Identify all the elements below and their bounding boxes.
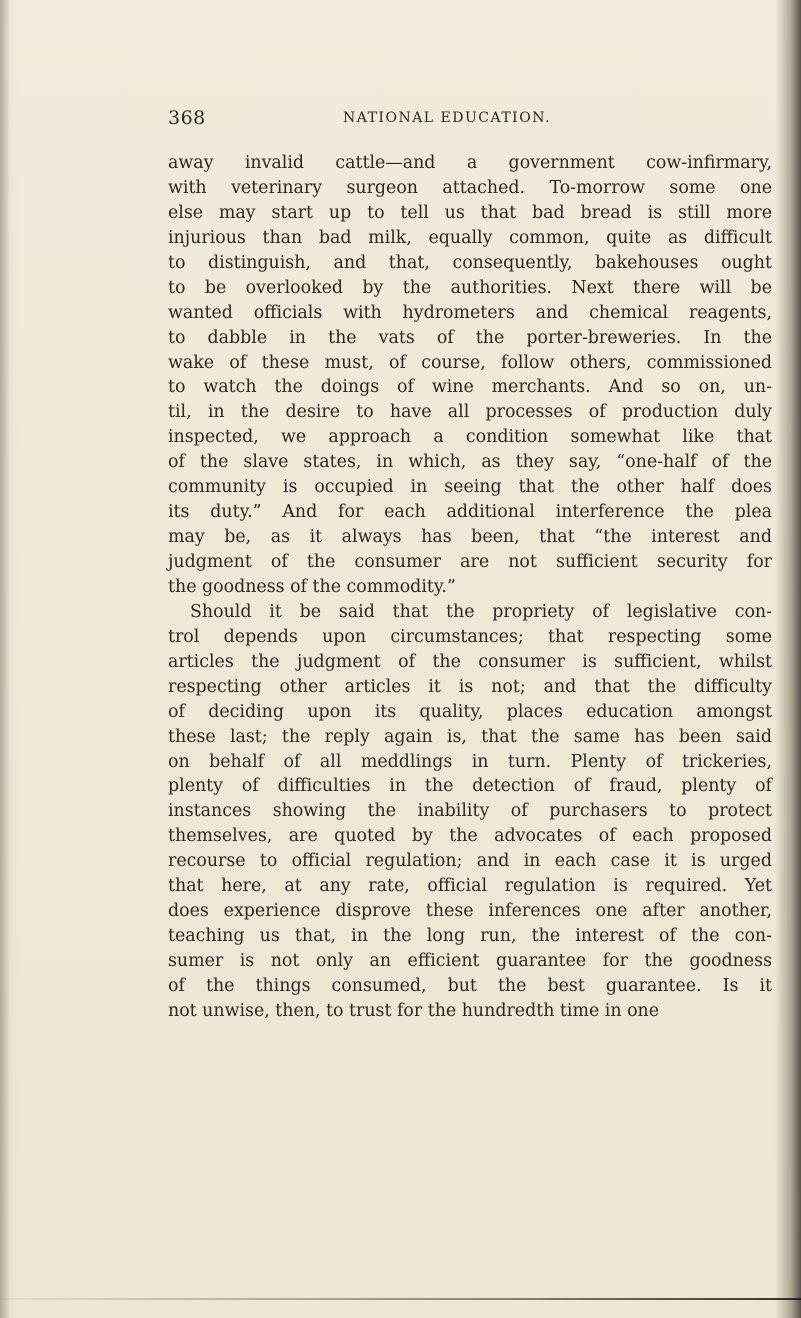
text-line: articles the judgment of the consumer is sufficient, whilst (168, 651, 772, 672)
text-line: instances showing the inability of purchasers to protect (168, 801, 772, 822)
text-line: to distinguish, and that, consequently, bakehouses ought (168, 252, 772, 273)
text-line: on behalf of all meddlings in turn. Plenty of trickeries, (168, 751, 772, 772)
text-line: til, in the desire to have all processes of production duly (168, 402, 772, 423)
text-line: plenty of difficulties in the detection of fraud, plenty of (168, 776, 772, 797)
paragraph-end-line: the goodness of the commodity.” (168, 576, 456, 597)
text-line: else may start up to tell us that bad bread is still more (168, 202, 772, 223)
text-line: does experience disprove these inferences one after another, (168, 901, 772, 922)
text-line: to dabble in the vats of the porter-breweries. In the (168, 327, 772, 348)
text-line: judgment of the consumer are not sufficient security for (168, 552, 772, 572)
text-line: with veterinary surgeon attached. To-morrow some one (168, 177, 772, 198)
text-line: that here, at any rate, official regulation is required. Yet (168, 876, 772, 897)
text-line: to be overlooked by the authorities. Next there will be (168, 277, 772, 298)
text-line: trol depends upon circumstances; that respecting some (168, 626, 772, 647)
text-line: its duty.” And for each additional interference the plea (168, 502, 772, 523)
text-line: may be, as it always has been, that “the interest and (168, 527, 772, 548)
text-line: not unwise, then, to trust for the hundredth time in one (168, 1000, 660, 1021)
text-line: teaching us that, in the long run, the interest of the con- (168, 926, 772, 947)
page-number: 368 (168, 107, 206, 129)
text-line: to watch the doings of wine merchants. And so on, un- (168, 377, 772, 398)
text-line: these last; the reply again is, that the same has been said (168, 726, 772, 747)
text-line: themselves, are quoted by the advocates of each proposed (168, 826, 772, 847)
text-line: respecting other articles it is not; and that the difficulty (168, 676, 772, 697)
text-line: of the things consumed, but the best guarantee. Is it (168, 975, 772, 996)
page-left-edge (0, 0, 10, 1318)
text-line: of the slave states, in which, as they say, “one-half of the (168, 452, 772, 473)
body-text (168, 151, 772, 1024)
running-head: NATIONAL EDUCATION. (343, 110, 551, 126)
page-binding-shadow (775, 0, 801, 1318)
text-line: inspected, we approach a condition somewhat like that (168, 427, 772, 448)
text-line: away invalid cattle—and a government cow-infirmary, (168, 153, 772, 173)
text-line: wanted officials with hydrometers and chemical reagents, (168, 302, 772, 323)
text-line: wake of these must, of course, follow others, commissioned (168, 352, 772, 373)
text-line: of deciding upon its quality, places education amongst (168, 701, 772, 722)
page-header (168, 107, 772, 137)
page-bottom-edge (0, 1298, 801, 1300)
paragraph-start-line: Should it be said that the propriety of legislative con- (190, 601, 772, 622)
text-line: community is occupied in seeing that the other half does (168, 477, 772, 498)
text-line: injurious than bad milk, equally common, quite as difficult (168, 227, 772, 248)
text-line: sumer is not only an efficient guarantee for the goodness (168, 951, 772, 971)
text-line: recourse to official regulation; and in each case it is urged (168, 851, 772, 872)
